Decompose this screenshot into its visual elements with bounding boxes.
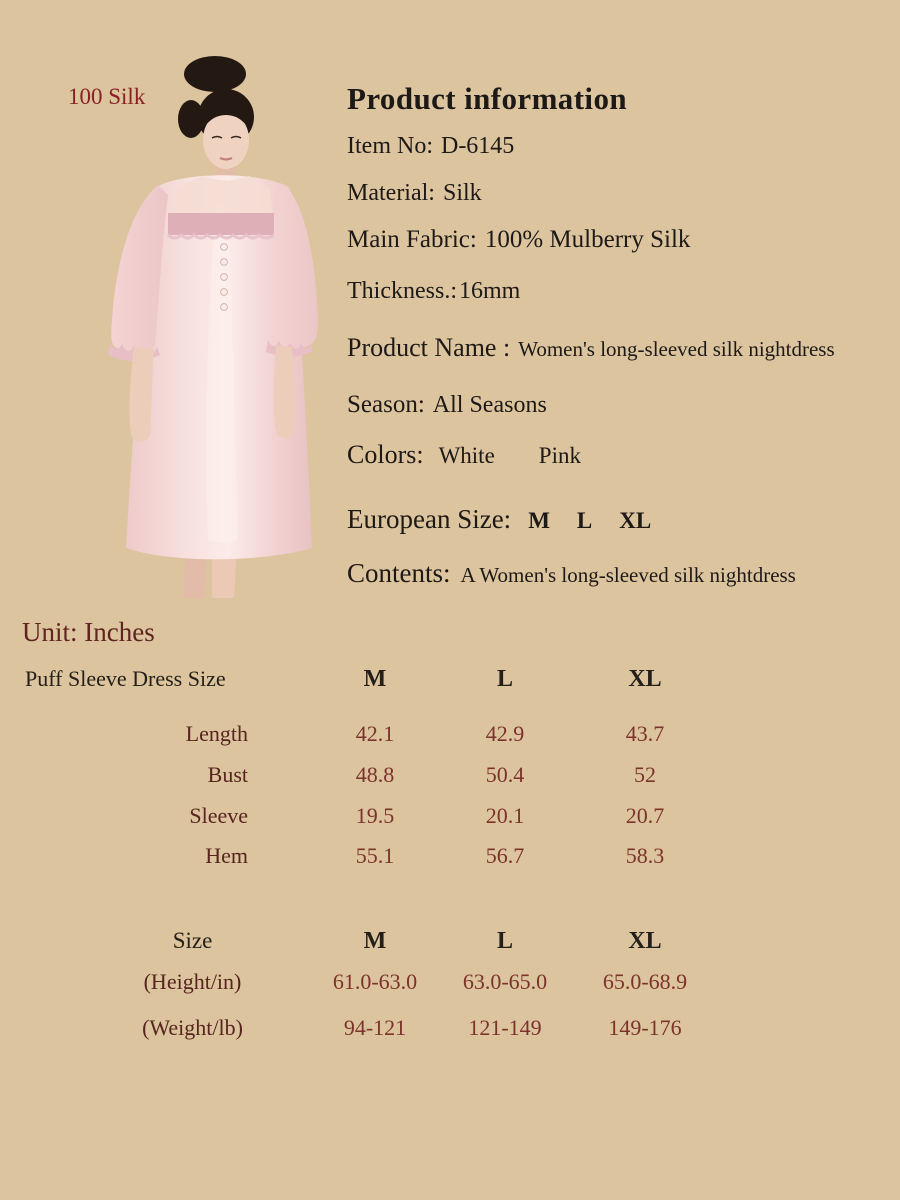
model-photo (100, 45, 340, 600)
column-header-m: M (363, 666, 387, 692)
table-row-weight (20, 1015, 720, 1041)
column-header-m: M (363, 928, 387, 954)
season-label: Season: (347, 391, 425, 418)
measurement-table-corner-label: Puff Sleeve Dress Size (25, 666, 226, 691)
main-fabric-label: Main Fabric: (347, 226, 477, 253)
cell-value: 20.7 (625, 803, 665, 828)
thickness-value: 16mm (458, 278, 521, 304)
cell-value: 61.0-63.0 (332, 969, 418, 994)
product-name-value: Women's long-sleeved silk nightdress (518, 337, 835, 361)
table-row-sleeve (20, 803, 720, 829)
model-illustration (100, 45, 340, 600)
cell-value: 55.1 (355, 843, 395, 868)
column-header-xl: XL (628, 928, 662, 954)
season-row (347, 391, 547, 419)
contents-value: A Women's long-sleeved silk nightdress (460, 563, 796, 587)
cell-value: 65.0-68.9 (602, 969, 688, 994)
model-arm-left (130, 347, 154, 442)
measurement-table-header-row (20, 666, 720, 693)
product-name-label: Product Name : (347, 333, 511, 362)
model-arm-right (274, 345, 295, 439)
row-label: Hem (205, 843, 248, 868)
colors-row (347, 440, 581, 470)
fit-table-header-row (20, 928, 720, 955)
item-no-label: Item No: (347, 133, 433, 159)
table-row-length (20, 721, 720, 747)
contents-row (347, 558, 796, 589)
row-label: Length (185, 721, 248, 746)
cell-value: 94-121 (343, 1015, 407, 1040)
cell-value: 121-149 (468, 1015, 542, 1040)
lace-band (168, 213, 274, 235)
european-size-label: European Size: (347, 504, 512, 534)
material-value: Silk (442, 180, 482, 206)
item-no-value: D-6145 (440, 133, 515, 159)
cell-value: 42.1 (355, 721, 395, 746)
size-option-m: M (528, 508, 550, 533)
cell-value: 43.7 (625, 721, 665, 746)
item-no-row (347, 133, 514, 160)
column-header-l: L (496, 666, 513, 692)
material-row (347, 180, 482, 207)
unit-label: Unit: Inches (22, 617, 155, 647)
thickness-row (347, 278, 520, 305)
size-option-l: L (576, 508, 593, 533)
table-row-bust (20, 762, 720, 788)
cell-value: 63.0-65.0 (462, 969, 548, 994)
european-size-row (347, 504, 651, 535)
fit-table-corner-label: Size (172, 928, 213, 953)
season-value: All Seasons (432, 392, 547, 418)
main-fabric-value: 100% Mulberry Silk (484, 226, 691, 253)
cell-value: 58.3 (625, 843, 665, 868)
dress-button (221, 244, 228, 251)
dress-sleeve-right (270, 186, 318, 349)
dress-button (221, 274, 228, 281)
table-row-hem (20, 843, 720, 869)
dress-button (221, 289, 228, 296)
cell-value: 20.1 (485, 803, 525, 828)
cell-value: 48.8 (355, 762, 395, 787)
material-label: Material: (347, 180, 435, 206)
row-label: Sleeve (189, 803, 248, 828)
row-label: Bust (207, 762, 248, 787)
column-header-xl: XL (628, 666, 662, 692)
contents-label: Contents: (347, 558, 451, 588)
column-header-l: L (496, 928, 513, 954)
cell-value: 52 (634, 762, 656, 787)
row-label: (Height/in) (143, 969, 242, 994)
page-title: Product information (347, 80, 627, 116)
color-option-pink: Pink (538, 443, 581, 468)
product-name-row (347, 333, 835, 363)
thickness-label: Thickness.: (347, 278, 457, 304)
table-row-height (20, 969, 720, 995)
size-option-xl: XL (619, 508, 652, 533)
colors-label: Colors: (347, 440, 424, 469)
cell-value: 56.7 (485, 843, 525, 868)
row-label: (Weight/lb) (142, 1015, 243, 1040)
cell-value: 149-176 (608, 1015, 682, 1040)
main-fabric-row (347, 226, 690, 254)
dress-button (221, 259, 228, 266)
hair-top-bun (184, 56, 246, 92)
dress-button (221, 304, 228, 311)
cell-value: 50.4 (485, 762, 525, 787)
color-option-white: White (438, 443, 495, 468)
cell-value: 19.5 (355, 803, 395, 828)
silk-badge-label: 100 Silk (68, 84, 146, 109)
cell-value: 42.9 (485, 721, 525, 746)
lace-scallop (168, 235, 274, 238)
